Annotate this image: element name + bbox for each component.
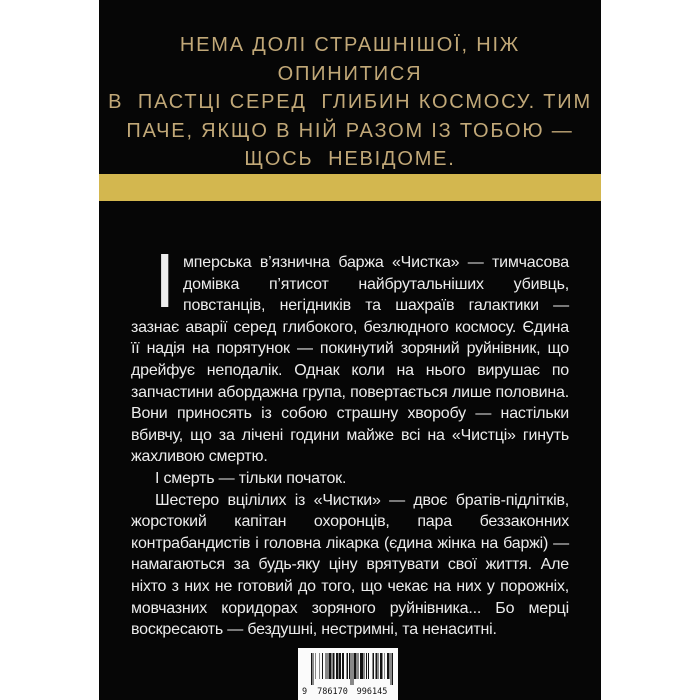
tagline-line: НЕМА ДОЛІ СТРАШНІШОЇ, НІЖ ОПИНИТИСЯ [179, 34, 535, 85]
synopsis-paragraph: Шестеро вцілілих із «Чистки» — двоє братів-підлітків, жорстокий капітан охоронців, пара беззаконних контрабандистів і головна лікарка (єдина жінка на баржі) — намагаються за будь-яку ціну врятувати свої життя. Але ніхто з них не готовий до того, що чекає на них у порожніх, мовчазних коридорах зоряного руйнівника... Бо мерці воскресають — бездушні, нестримні, та ненаситні. [131, 491, 569, 639]
barcode-bars [311, 653, 393, 685]
tagline-line: В ПАСТЦІ СЕРЕД ГЛИБИН КОСМОСУ. ТИМ [108, 91, 592, 113]
book-back-cover [99, 0, 601, 700]
synopsis-paragraph: І смерть — тільки початок. [155, 469, 347, 487]
tagline [107, 31, 593, 174]
isbn-group-right: 996145 [356, 687, 388, 697]
gold-stripe-divider [99, 174, 601, 201]
isbn-barcode [298, 648, 398, 700]
synopsis-text [131, 238, 569, 641]
tagline-line: ПАЧЕ, ЯКЩО В НІЙ РАЗОМ ІЗ ТОБОЮ — [126, 119, 574, 142]
synopsis-paragraph: Імперська в’язнична баржа «Чистка» — тимчасова домівка п’ятисот найбрутальніших убивць, повстанців, негідників та шахраїв галактики — зазнає аварії серед глибокого, безлюдного космосу. Єдина її надія на порятунок — покинутий зоряний руйнівник, що дрейфує неподалік. Однак коли на нього вирушає по запчастини абордажна група, повертається лише половина. Вони приносять із собою страшну хворобу — настільки вбивчу, що за лічені години майже всі на «Чистці» гинуть жахливою смертю. [131, 238, 569, 466]
isbn-digit-first: 9 [302, 687, 308, 697]
isbn-group-left: 786170 [317, 687, 348, 697]
drop-cap-letter: І [154, 238, 176, 324]
tagline-line: ЩОСЬ НЕВІДОМЕ. [244, 148, 456, 170]
